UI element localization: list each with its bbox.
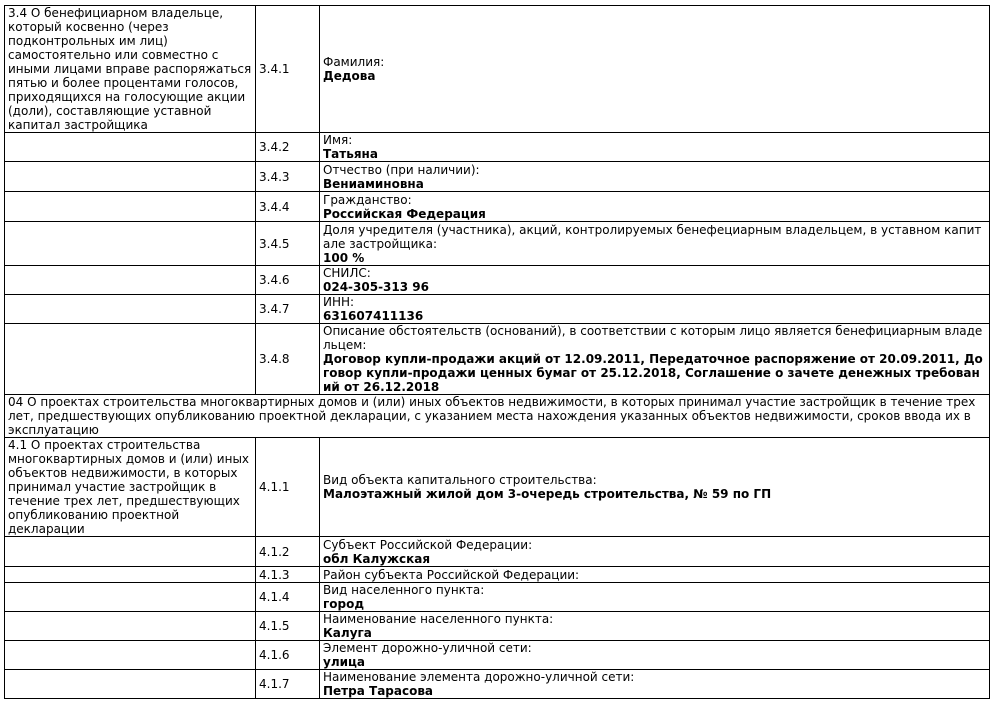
- item-number: 4.1.6: [256, 641, 320, 670]
- field-value: 100 %: [323, 250, 365, 265]
- empty-cell: [5, 324, 256, 395]
- field-value: 631607411136: [323, 309, 424, 323]
- table-row: [5, 438, 990, 537]
- field-cell: [320, 162, 990, 192]
- table-row: [5, 612, 990, 641]
- field-value: город: [323, 597, 365, 611]
- empty-cell: [5, 295, 256, 324]
- empty-cell: [5, 266, 256, 295]
- field-cell: [320, 438, 990, 537]
- field-value: Российская Федерация: [323, 206, 486, 221]
- item-number: 3.4.8: [256, 324, 320, 395]
- field-label: Вид объекта капитального строительства:: [323, 473, 597, 487]
- table-row: [5, 567, 990, 583]
- item-number: 4.1.7: [256, 670, 320, 699]
- field-value: улица: [323, 655, 366, 669]
- item-number: 3.4.7: [256, 295, 320, 324]
- field-label: Район субъекта Российской Федерации:: [323, 567, 580, 582]
- item-number: 4.1.1: [256, 438, 320, 537]
- field-label: Субъект Российской Федерации:: [323, 537, 533, 552]
- table-row: [5, 192, 990, 222]
- field-cell: [320, 567, 990, 583]
- item-number: 4.1.4: [256, 583, 320, 612]
- field-cell: [320, 324, 990, 395]
- table-row: [5, 133, 990, 162]
- field-value: Петра Тарасова: [323, 684, 434, 698]
- group-heading-4-1: 4.1 О проектах строительства многоквартирных домов и (или) иных объектов недвижимости, в которых принимал участие застройщик в течение трех лет, предшествующих опубликованию проектной декларации: [5, 438, 256, 537]
- field-label: Отчество (при наличии):: [323, 162, 480, 177]
- empty-cell: [5, 641, 256, 670]
- declaration-table: [4, 5, 990, 699]
- table-row: [5, 222, 990, 266]
- empty-cell: [5, 583, 256, 612]
- field-label: ИНН:: [323, 295, 355, 309]
- empty-cell: [5, 567, 256, 583]
- table-row: [5, 641, 990, 670]
- item-number: 3.4.6: [256, 266, 320, 295]
- table-row: [5, 670, 990, 699]
- field-cell: [320, 670, 990, 699]
- field-value: Малоэтажный жилой дом 3-очередь строительства, № 59 по ГП: [323, 487, 772, 501]
- field-label: Элемент дорожно-уличной сети:: [323, 641, 532, 655]
- item-number: 3.4.2: [256, 133, 320, 162]
- table-row: [5, 266, 990, 295]
- item-number: 3.4.1: [256, 6, 320, 133]
- field-value: Вениаминовна: [323, 176, 424, 191]
- field-cell: [320, 295, 990, 324]
- table-row: [5, 6, 990, 133]
- field-value: 024-305-313 96: [323, 280, 429, 294]
- empty-cell: [5, 192, 256, 222]
- field-label: Наименование населенного пункта:: [323, 612, 554, 626]
- field-label: СНИЛС:: [323, 266, 371, 280]
- group-heading-3-4: 3.4 О бенефициарном владельце, который косвенно (через подконтрольных им лиц) самостоятельно или совместно с иными лицами вправе распоряжаться пятью и более процентами голосов, приходящихся на голосующие акции (доли), составляющие уставной капитал застройщика: [5, 6, 256, 133]
- field-label: Доля учредителя (участника), акций, контролируемых бенефециарным владельцем, в уставном капитале застройщика:: [323, 222, 982, 251]
- empty-cell: [5, 162, 256, 192]
- field-value: Договор купли-продажи акций от 12.09.2011, Передаточное распоряжение от 20.09.2011, Договор купли-продажи ценных бумаг от 25.12.2018, Соглашение о зачете денежных требований от 26.12.2018: [323, 352, 983, 394]
- field-label: Описание обстоятельств (оснований), в соответствии с которым лицо является бенефициарным владельцем:: [323, 324, 983, 352]
- item-number: 4.1.3: [256, 567, 320, 583]
- table-row: [5, 537, 990, 567]
- field-cell: [320, 266, 990, 295]
- field-cell: [320, 222, 990, 266]
- field-cell: [320, 583, 990, 612]
- field-value: Калуга: [323, 626, 372, 640]
- empty-cell: [5, 537, 256, 567]
- field-label: Наименование элемента дорожно-уличной сети:: [323, 670, 635, 684]
- item-number: 3.4.5: [256, 222, 320, 266]
- field-label: Фамилия:: [323, 55, 385, 69]
- field-value: Дедова: [323, 69, 376, 83]
- field-label: Гражданство:: [323, 192, 412, 207]
- empty-cell: [5, 612, 256, 641]
- empty-cell: [5, 133, 256, 162]
- field-cell: [320, 133, 990, 162]
- field-value: Татьяна: [323, 147, 378, 161]
- section-heading-04: 04 О проектах строительства многоквартирных домов и (или) иных объектов недвижимости, в которых принимал участие застройщик в течение трех лет, предшествующих опубликованию проектной декларации, с указанием места нахождения указанных объектов недвижимости, сроков ввода их в эксплуатацию: [5, 395, 990, 438]
- empty-cell: [5, 670, 256, 699]
- item-number: 3.4.4: [256, 192, 320, 222]
- field-label: Имя:: [323, 133, 353, 147]
- item-number: 4.1.2: [256, 537, 320, 567]
- field-cell: [320, 641, 990, 670]
- field-cell: [320, 537, 990, 567]
- table-row: [5, 324, 990, 395]
- empty-cell: [5, 222, 256, 266]
- field-cell: [320, 6, 990, 133]
- table-row: [5, 162, 990, 192]
- table-row: [5, 583, 990, 612]
- field-value: обл Калужская: [323, 551, 431, 566]
- table-row: [5, 395, 990, 438]
- field-cell: [320, 192, 990, 222]
- table-row: [5, 295, 990, 324]
- field-label: Вид населенного пункта:: [323, 583, 485, 597]
- field-cell: [320, 612, 990, 641]
- item-number: 3.4.3: [256, 162, 320, 192]
- item-number: 4.1.5: [256, 612, 320, 641]
